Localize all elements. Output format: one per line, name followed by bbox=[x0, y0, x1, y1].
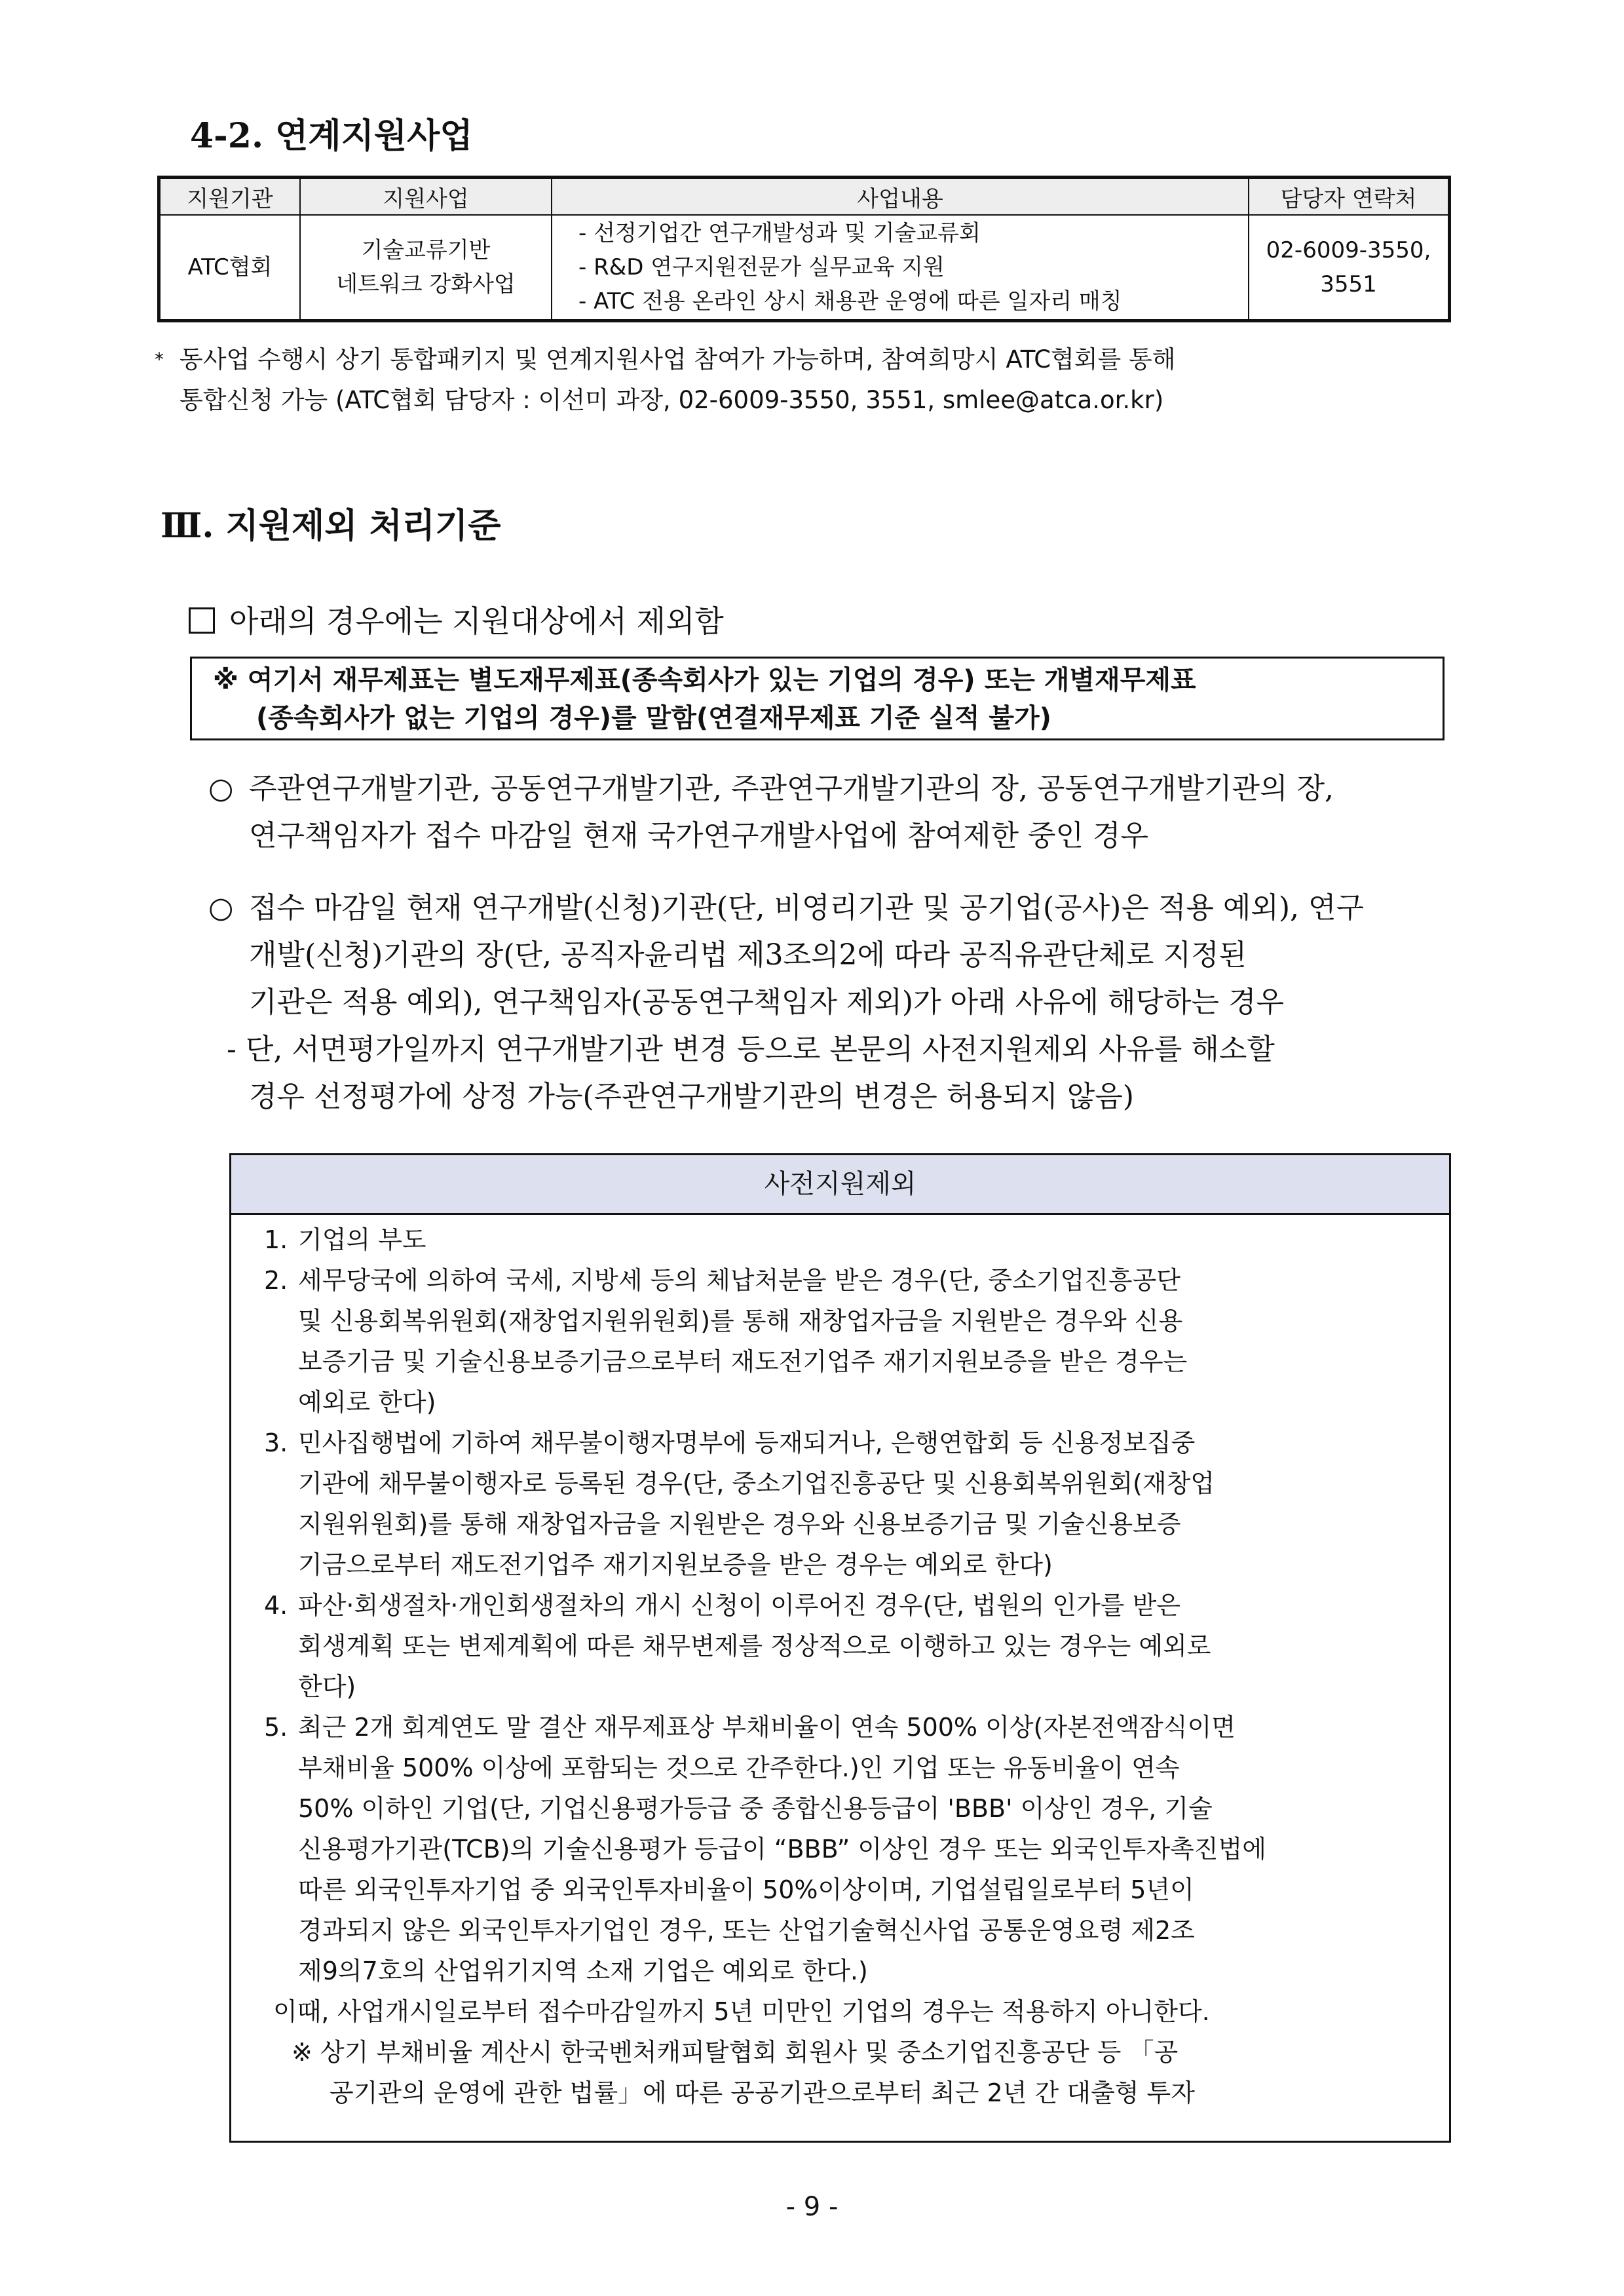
support-program-table bbox=[157, 176, 1451, 322]
contact-line: 02-6009-3550, bbox=[1266, 237, 1431, 263]
list-item: 1. 기업의 부도 bbox=[264, 1225, 426, 1254]
table-footnote bbox=[155, 339, 1455, 421]
list-item-line: 기관에 채무불이행자로 등록된 경우(단, 중소기업진흥공단 및 신용회복위원회(재창업 bbox=[298, 1469, 1215, 1498]
content-line: - 선정기업간 연구개발성과 및 기술교류회 bbox=[578, 220, 981, 246]
table-row bbox=[159, 215, 1450, 321]
footnote-line: 통합신청 가능 (ATC협회 담당자 : 이선미 과장, 02-6009-3550, 3551, smlee@atca.or.kr) bbox=[179, 386, 1164, 414]
notice-line: ※ 여기서 재무제표는 별도재무제표(종속회사가 있는 기업의 경우) 또는 개별재무제표 bbox=[213, 665, 1196, 695]
cell-agency: ATC협회 bbox=[159, 215, 301, 321]
pre-support-exclusion-box bbox=[229, 1153, 1451, 2143]
content-line: - R&D 연구지원전문가 실무교육 지원 bbox=[578, 254, 945, 280]
exclusion-criterion-1 bbox=[208, 765, 1460, 860]
exclusion-list bbox=[264, 1219, 1437, 2113]
list-item-line: 회생계획 또는 변제계획에 따른 채무변제를 정상적으로 이행하고 있는 경우는 예외로 bbox=[298, 1632, 1211, 1660]
list-item-line: 따른 외국인투자기업 중 외국인투자비율이 50%이상이며, 기업설립일로부터 5년이 bbox=[298, 1875, 1194, 1904]
header-program: 지원사업 bbox=[300, 178, 552, 216]
page-number: - 9 - bbox=[785, 2192, 839, 2222]
criterion-line: ○ 주관연구개발기관, 공동연구개발기관, 주관연구개발기관의 장, 공동연구개발기관의 장, bbox=[208, 765, 1460, 813]
list-item-line: 제9의7호의 산업위기지역 소재 기업은 예외로 한다.) bbox=[298, 1957, 868, 1985]
footnote-marker: * bbox=[155, 349, 164, 370]
criterion-line: 기관은 적용 예외), 연구책임자(공동연구책임자 제외)가 아래 사유에 해당하는 경우 bbox=[249, 985, 1285, 1019]
contact-line: 3551 bbox=[1320, 271, 1377, 297]
header-content: 사업내용 bbox=[552, 178, 1249, 216]
list-item-line: 기금으로부터 재도전기업주 재기지원보증을 받은 경우는 예외로 한다) bbox=[298, 1550, 1053, 1579]
list-item-line: 50% 이하인 기업(단, 기업신용평가등급 중 종합신용등급이 'BBB' 이상인 경우, 기술 bbox=[298, 1794, 1213, 1823]
list-item-line: 부채비율 500% 이상에 포함되는 것으로 간주한다.)인 기업 또는 유동비율이 연속 bbox=[298, 1753, 1180, 1782]
list-item-line: 한다) bbox=[298, 1672, 356, 1701]
cell-program bbox=[300, 215, 552, 321]
list-item: 2. 세무당국에 의하여 국세, 지방세 등의 체납처분을 받은 경우(단, 중소기업진흥공단 bbox=[264, 1266, 1180, 1295]
exclusion-note-line: ※ 상기 부채비율 계산시 한국벤처캐피탈협회 회원사 및 중소기업진흥공단 등 「공 bbox=[292, 2038, 1179, 2067]
circle-bullet-icon: ○ bbox=[208, 772, 234, 805]
criterion-sub-line: 경우 선정평가에 상정 가능(주관연구개발기관의 변경은 허용되지 않음) bbox=[249, 1080, 1134, 1113]
list-item: 4. 파산·회생절차·개인회생절차의 개시 신청이 이루어진 경우(단, 법원의 인가를 받은 bbox=[264, 1591, 1180, 1620]
program-line: 네트워크 강화사업 bbox=[336, 271, 516, 297]
criterion-sub-line: - 단, 서면평가일까지 연구개발기관 변경 등으로 본문의 사전지원제외 사유를 해소할 bbox=[227, 1033, 1275, 1066]
table-header-row bbox=[159, 178, 1450, 216]
list-item-line: 지원위원회)를 통해 재창업자금을 지원받은 경우와 신용보증기금 및 기술신용보증 bbox=[298, 1510, 1181, 1539]
circle-bullet-icon: ○ bbox=[208, 891, 234, 925]
list-item: 5. 최근 2개 회계연도 말 결산 재무제표상 부채비율이 연속 500% 이상(자본전액잠식이면 bbox=[264, 1713, 1236, 1742]
content-line: - ATC 전용 온라인 상시 채용관 운영에 따른 일자리 매칭 bbox=[578, 288, 1122, 315]
subheading bbox=[189, 598, 724, 641]
header-agency: 지원기관 bbox=[159, 178, 301, 216]
footnote-line: * 동사업 수행시 상기 통합패키지 및 연계지원사업 참여가 가능하며, 참여희망시 ATC협회를 통해 bbox=[155, 345, 1176, 373]
criterion-line: 연구책임자가 접수 마감일 현재 국가연구개발사업에 참여제한 중인 경우 bbox=[249, 819, 1149, 852]
cell-content bbox=[552, 215, 1249, 321]
list-item-line: 및 신용회복위원회(재창업지원위원회)를 통해 재창업자금을 지원받은 경우와 신용 bbox=[298, 1307, 1183, 1335]
financial-statement-notice bbox=[190, 657, 1445, 740]
list-item-line: 신용평가기관(TCB)의 기술신용평가 등급이 “BBB” 이상인 경우 또는 외국인투자촉진법에 bbox=[298, 1835, 1266, 1864]
list-item-line: 보증기금 및 기술신용보증기금으로부터 재도전기업주 재기지원보증을 받은 경우는 bbox=[298, 1347, 1188, 1376]
subheading-text: 아래의 경우에는 지원대상에서 제외함 bbox=[229, 603, 724, 639]
exclusion-criterion-2 bbox=[208, 885, 1460, 1120]
program-line: 기술교류기반 bbox=[361, 237, 491, 263]
header-contact: 담당자 연락처 bbox=[1249, 178, 1450, 216]
list-item-line: 예외로 한다) bbox=[298, 1388, 436, 1417]
exclusion-box-title: 사전지원제외 bbox=[231, 1155, 1449, 1215]
notice-line: (종속회사가 없는 기업의 경우)를 말함(연결재무제표 기준 실적 불가) bbox=[256, 703, 1051, 733]
exclusion-tail-line: 이때, 사업개시일로부터 접수마감일까지 5년 미만인 기업의 경우는 적용하지 아니한다. bbox=[273, 1997, 1210, 2026]
section-heading: 4-2. 연계지원사업 bbox=[190, 116, 473, 156]
list-item-line: 경과되지 않은 외국인투자기업인 경우, 또는 산업기술혁신사업 공통운영요령 제2조 bbox=[298, 1916, 1195, 1945]
criterion-line: ○ 접수 마감일 현재 연구개발(신청)기관(단, 비영리기관 및 공기업(공사)은 적용 예외), 연구 bbox=[208, 885, 1460, 932]
exclusion-note-line: 공기관의 운영에 관한 법률」에 따른 공공기관으로부터 최근 2년 간 대출형 투자 bbox=[330, 2078, 1195, 2107]
list-item: 3. 민사집행법에 기하여 채무불이행자명부에 등재되거나, 은행연합회 등 신용정보집중 bbox=[264, 1428, 1196, 1457]
criterion-line: 개발(신청)기관의 장(단, 공직자윤리법 제3조의2에 따라 공직유관단체로 지정된 bbox=[249, 938, 1247, 972]
checkbox-icon bbox=[189, 607, 215, 634]
cell-contact bbox=[1249, 215, 1450, 321]
chapter-title: Ⅲ. 지원제외 처리기준 bbox=[161, 506, 501, 546]
